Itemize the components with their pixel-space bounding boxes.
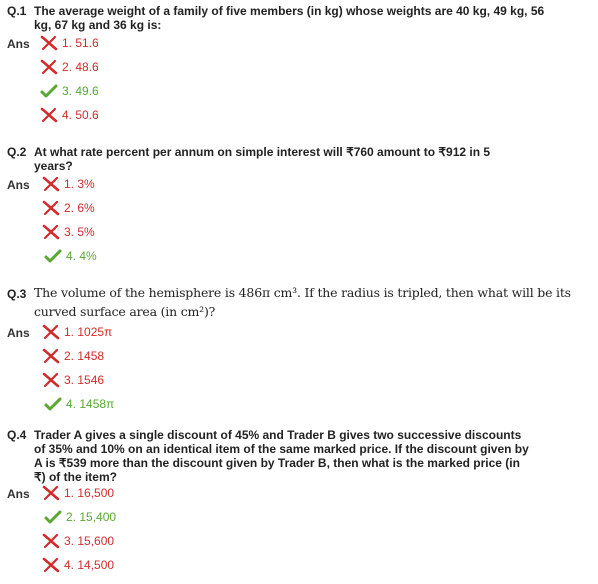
option-label: 4. 14,500 [64,558,115,572]
option-label: 2. 48.6 [62,60,99,74]
check-icon [44,248,62,264]
option-1[interactable] [40,35,99,51]
option-1[interactable] [42,176,95,192]
option-1[interactable] [42,485,114,501]
option-4[interactable] [42,557,114,573]
option-2[interactable] [40,59,99,75]
cross-icon [42,200,60,216]
cross-icon [42,176,60,192]
option-label: 3. 1546 [64,373,105,387]
option-4[interactable] [44,396,114,412]
question-text: Trader A gives a single discount of 45% and Trader B gives two successive discounts of 35% and 10% on an identical item of the same marked price. If the discount given by A is ₹539 more than the discount given by Trader B, then what is the marked price (in ₹) of the item? [34,428,529,484]
option-3[interactable] [42,533,114,549]
option-2[interactable] [42,200,95,216]
cross-icon [42,533,60,549]
question-number: Q.1 [7,4,27,18]
cross-icon [40,59,58,75]
option-label: 2. 1458 [64,349,105,363]
option-label: 1. 51.6 [62,36,99,50]
option-label: 3. 49.6 [62,84,99,98]
cross-icon [42,485,60,501]
question-text: The volume of the hemisphere is 486π cm³. If the radius is tripled, then what will be its curved surface area (in cm²)? [34,285,571,319]
question-text: At what rate percent per annum on simple interest will ₹760 amount to ₹912 in 5 years? [34,145,491,173]
option-3[interactable] [40,83,99,99]
option-label: 4. 4% [66,249,97,263]
option-4[interactable] [40,107,99,123]
check-icon [44,509,62,525]
cross-icon [42,348,60,364]
option-3[interactable] [42,372,104,388]
option-label: 3. 5% [64,225,95,239]
option-label: 1. 1025π [64,325,113,339]
answer-label: Ans [7,178,30,192]
question-text: The average weight of a family of five members (in kg) whose weights are 40 kg, 49 kg, 56 kg, 67 kg and 36 kg is: [34,4,545,32]
option-2[interactable] [44,509,116,525]
question-number: Q.4 [7,428,27,442]
check-icon [40,83,58,99]
option-1[interactable] [42,324,112,340]
option-label: 3. 15,600 [64,534,115,548]
option-3[interactable] [42,224,95,240]
answer-label: Ans [7,326,30,340]
cross-icon [42,324,60,340]
check-icon [44,396,62,412]
cross-icon [40,35,58,51]
option-label: 1. 3% [64,177,95,191]
question-number: Q.3 [7,287,27,301]
cross-icon [42,557,60,573]
question-number: Q.2 [7,145,27,159]
answer-label: Ans [7,487,30,501]
option-label: 4. 1458π [66,397,115,411]
option-label: 2. 15,400 [66,510,117,524]
option-label: 2. 6% [64,201,95,215]
option-label: 4. 50.6 [62,108,99,122]
option-4[interactable] [44,248,97,264]
answer-label: Ans [7,37,30,51]
option-label: 1. 16,500 [64,486,115,500]
cross-icon [40,107,58,123]
cross-icon [42,224,60,240]
cross-icon [42,372,60,388]
option-2[interactable] [42,348,104,364]
